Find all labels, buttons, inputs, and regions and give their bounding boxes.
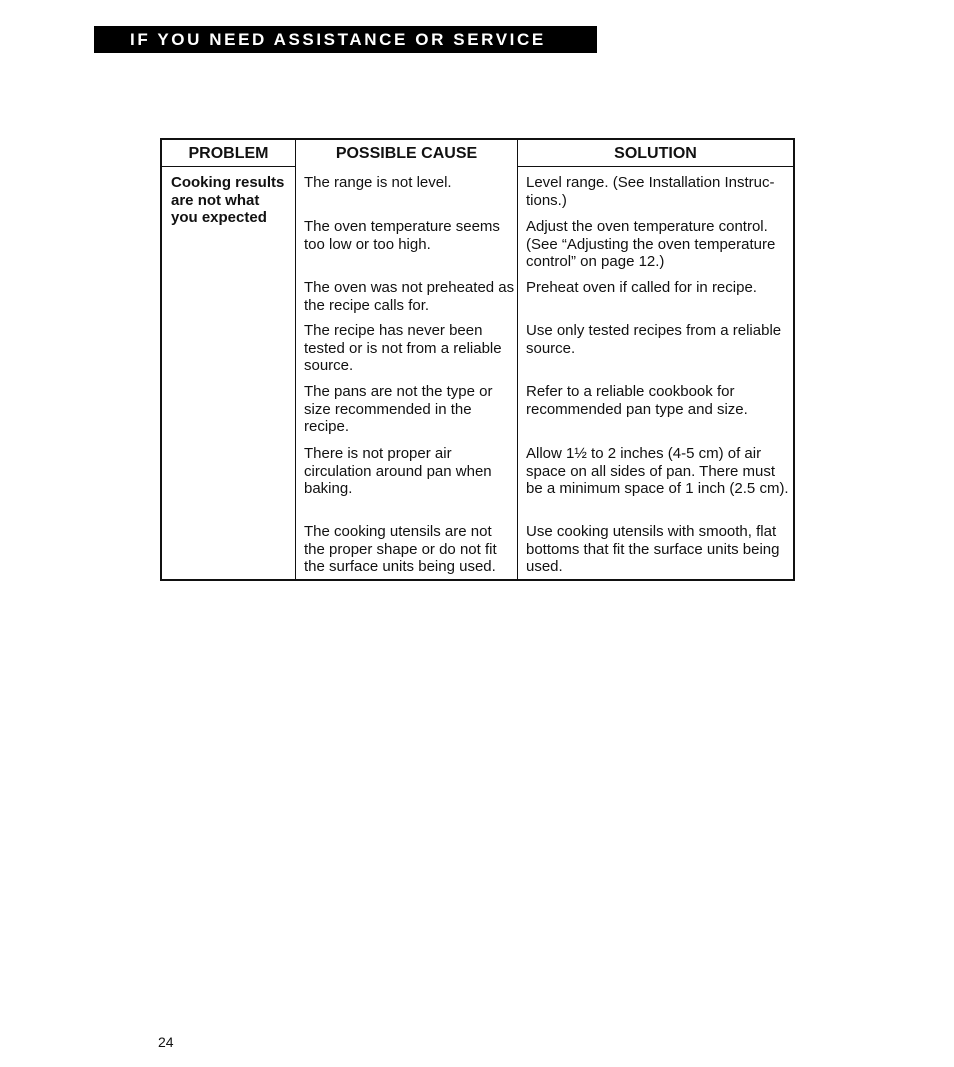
cause-cell: There is not proper air circulation around pan when baking.: [304, 445, 492, 497]
solution-cell: Allow 1½ to 2 inches (4-5 cm) of air space on all sides of pan. There must be a minimum space of 1 inch (2.5 cm).: [526, 445, 789, 497]
troubleshooting-table: [160, 138, 795, 581]
cause-cell: The oven temperature seems too low or too high.: [304, 218, 500, 253]
column-divider: [295, 140, 296, 579]
page-number: 24: [158, 1034, 174, 1050]
solution-cell: Refer to a reliable cookbook for recommended pan type and size.: [526, 383, 748, 418]
problem-description: Cooking results are not what you expected: [171, 174, 285, 226]
solution-cell: Level range. (See Installation Instruc-tions.): [526, 174, 775, 209]
section-banner: IF YOU NEED ASSISTANCE OR SERVICE: [94, 26, 597, 53]
solution-cell: Use cooking utensils with smooth, flat bottoms that fit the surface units being used.: [526, 523, 780, 575]
cause-cell: The recipe has never been tested or is not from a reliable source.: [304, 322, 502, 374]
cause-cell: The range is not level.: [304, 174, 452, 191]
header-underline: [518, 166, 793, 167]
cause-cell: The cooking utensils are not the proper shape or do not fit the surface units being used.: [304, 523, 497, 575]
column-header-solution: SOLUTION: [614, 145, 697, 162]
solution-cell: Use only tested recipes from a reliable source.: [526, 322, 782, 357]
cause-cell: The oven was not preheated as the recipe calls for.: [304, 279, 515, 314]
cause-cell: The pans are not the type or size recommended in the recipe.: [304, 383, 493, 435]
column-header-problem: PROBLEM: [188, 145, 269, 162]
solution-cell: Preheat oven if called for in recipe.: [526, 279, 757, 296]
column-header-possible-cause: POSSIBLE CAUSE: [335, 145, 478, 162]
solution-cell: Adjust the oven temperature control. (See “Adjusting the oven temperature control” on page 12.): [526, 218, 776, 270]
column-divider: [517, 140, 518, 579]
header-underline: [162, 166, 296, 167]
